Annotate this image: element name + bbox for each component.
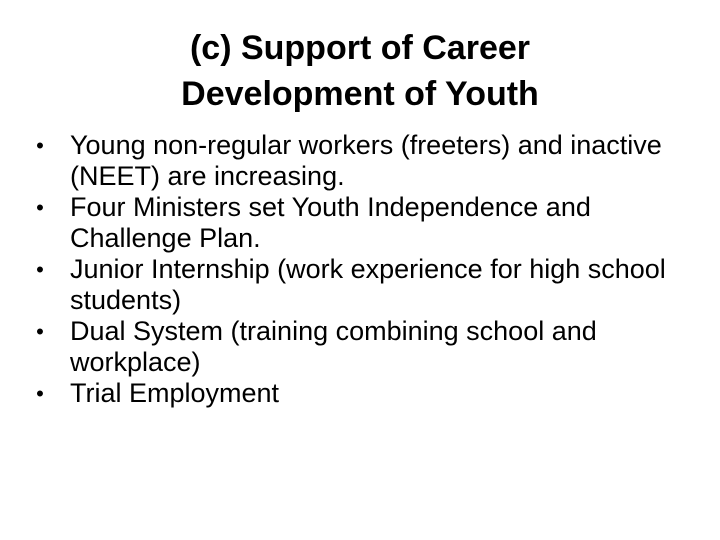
slide-title-line-2: Development of Youth: [181, 75, 539, 113]
slide-title-line-1: (c) Support of Career: [189, 29, 531, 67]
bullet-text-4: Dual System (training combining school and workplace): [70, 316, 597, 377]
bullet-icon: •: [36, 195, 44, 220]
bullet-text-2: Four Ministers set Youth Independence and Challenge Plan.: [70, 192, 591, 253]
bullet-icon: •: [36, 133, 44, 158]
bullet-item-3: [30, 254, 700, 316]
slide-title: [40, 25, 680, 117]
bullet-text-3: Junior Internship (work experience for high school students): [70, 254, 666, 315]
bullet-text-5: Trial Employment: [70, 378, 280, 408]
bullet-list: [30, 130, 700, 409]
bullet-icon: •: [36, 381, 44, 406]
bullet-item-1: [30, 130, 700, 192]
bullet-icon: •: [36, 319, 44, 344]
bullet-item-2: [30, 192, 700, 254]
bullet-item-5: [30, 378, 700, 409]
bullet-icon: •: [36, 257, 44, 282]
bullet-text-1: Young non-regular workers (freeters) and inactive (NEET) are increasing.: [70, 130, 662, 191]
bullet-item-4: [30, 316, 700, 378]
